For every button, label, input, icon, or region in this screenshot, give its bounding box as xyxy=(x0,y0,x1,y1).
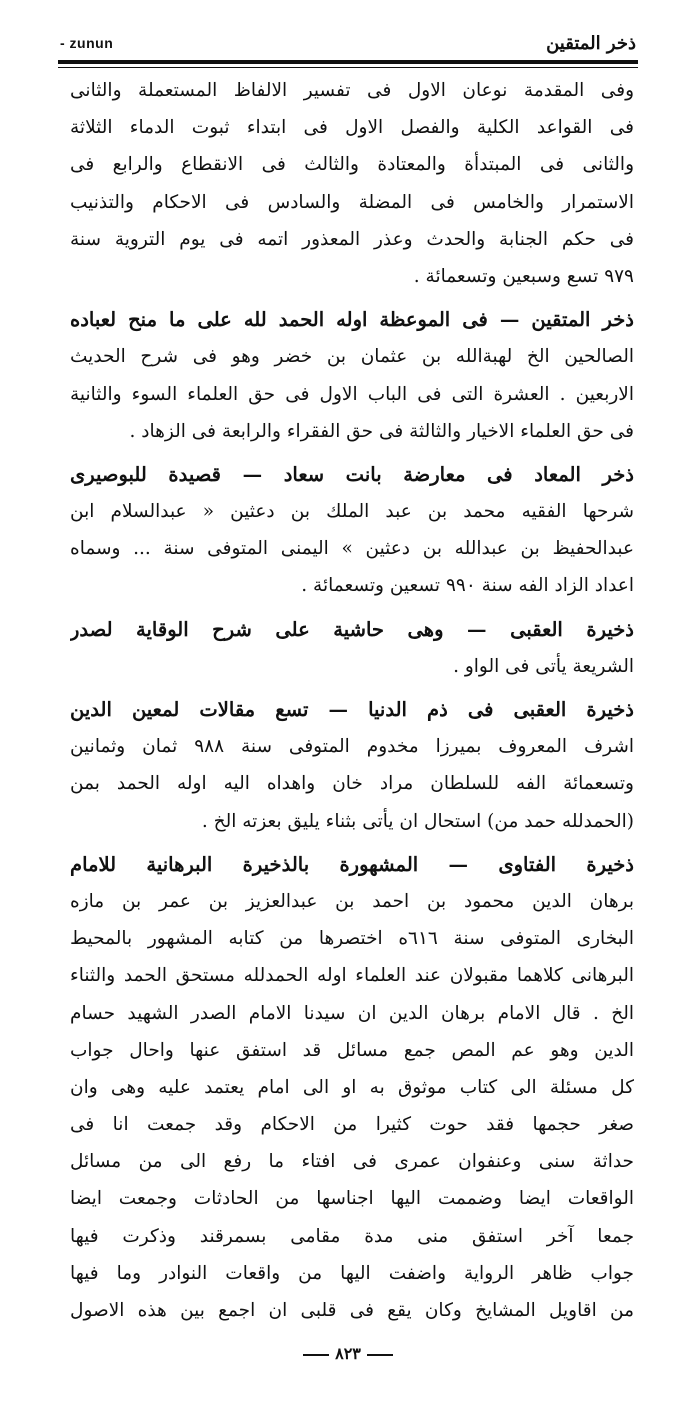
text-line: جواب ظاهر الرواية واضفت اليها من واقعات النوادر وما فيها xyxy=(70,1262,634,1284)
header-left-text: - zunun xyxy=(60,35,114,51)
text-line: اعداد الزاد الفه سنة ٩٩٠ تسعين وتسعمائة . xyxy=(301,575,634,597)
text-line: فى حكم الجنابة والحدث وعذر المعذور اتمه فى يوم التروية سنة xyxy=(70,228,634,250)
running-header xyxy=(60,30,636,56)
text-line: الشريعة يأتى فى الواو . xyxy=(453,655,634,677)
entry-heading-line: ذخر المعاد فى معارضة بانت سعاد — قصيدة للبوصيرى xyxy=(70,462,634,486)
page-number: ٨٢٣ xyxy=(335,1344,361,1363)
header-rule-thick xyxy=(58,60,638,64)
text-line: كل مسئلة الى كتاب موثوق به او الى امام يعتمد عليه وهى وان xyxy=(70,1076,634,1098)
text-line: (الحمدلله حمد من) استحال ان يأتى بثناء يليق بعزته الخ . xyxy=(201,810,634,832)
text-line: من اقاويل المشايخ وكان يقع فى قلبى ان اجمع بين هذه الاصول xyxy=(70,1300,634,1321)
text-line: فى حق العلماء الاخيار والثالثة فى حق الفقراء والرابعة فى الزهاد . xyxy=(129,420,634,442)
text-line: وتسعمائة الفه للسلطان مراد خان واهداه اليه اوله الحمد بمن xyxy=(70,773,634,795)
text-line: الدين وهو عم المص جمع مسائل قد استفق عنها واحال جواب xyxy=(70,1039,634,1061)
text-line: حداثة سنى وعنفوان عمرى فى افتاء ما رفع الى من مسائل xyxy=(70,1151,634,1173)
text-line: والثانى فى المبتدأة والمعتادة والثالث فى الانقطاع والرابع فى xyxy=(70,154,634,176)
footer-dash-left xyxy=(303,1354,329,1356)
text-line: البخارى المتوفى سنة ٦١٦ه اختصرها من كتابه المشهور بالمحيط xyxy=(70,928,634,950)
text-line: البرهانى كلاهما مقبولان عند العلماء اوله الحمدلله مستحق الحمد والثناء xyxy=(70,965,634,987)
header-rule-thin xyxy=(58,67,638,68)
entry-heading-line: ذخيرة الفتاوى — المشهورة بالذخيرة البرهانية للامام xyxy=(70,852,634,876)
page-text-body xyxy=(70,72,634,1329)
text-line: الاربعين . العشرة التى فى الباب الاول فى حق العلماء السوء والثانية xyxy=(70,383,634,405)
text-line: وفى المقدمة نوعان الاول فى تفسير الالفاظ المستعملة والثانى xyxy=(70,80,634,101)
text-line: الصالحين الخ لهبةالله بن عثمان بن خضر وهو فى شرح الحديث xyxy=(70,346,634,368)
entry-heading-line: ذخيرة العقبى — وهى حاشية على شرح الوقاية لصدر xyxy=(70,617,634,641)
text-line: فى القواعد الكلية والفصل الاول فى ابتداء ثبوت الدماء الثلاثة xyxy=(70,117,634,139)
text-line: شرحها الفقيه محمد بن عبد الملك بن دعثين « عبدالسلام ابن xyxy=(70,501,634,523)
text-line: برهان الدين محمود بن احمد بن عبدالعزيز بن عمر بن مازه xyxy=(70,890,634,912)
text-line: اشرف المعروف بميرزا مخدوم المتوفى سنة ٩٨٨ ثمان وثمانين xyxy=(70,736,634,758)
text-line: الاستمرار والخامس فى المضلة والسادس فى الاحكام والتذنيب xyxy=(70,191,634,213)
text-line: صغر حجمها فقد حوت كثيرا من الاحكام وقد جمعت انا فى xyxy=(70,1114,634,1136)
entry-heading-line: ذخر المتقين — فى الموعظة اوله الحمد لله على ما منح لعباده xyxy=(70,308,634,332)
entry-heading-line: ذخيرة العقبى فى ذم الدنيا — تسع مقالات لمعين الدين xyxy=(70,698,634,721)
footer-dash-right xyxy=(367,1354,393,1356)
text-line: عبدالحفيظ بن عبدالله بن دعثين » اليمنى المتوفى سنة ... وسماه xyxy=(70,538,634,560)
header-title: ذخر المتقين xyxy=(546,32,636,54)
text-line: جمعا آخر استفق منى مدة مقامى بسمرقند وذكرت فيها xyxy=(70,1225,634,1247)
text-line: الواقعات ايضا وضممت اليها اجناسها من الحادثات وجمعت ايضا xyxy=(70,1188,634,1210)
text-line: ٩٧٩ تسع وسبعين وتسعمائة . xyxy=(413,265,634,287)
page-footer xyxy=(0,1344,696,1363)
text-line: الخ . قال الامام برهان الدين ان سيدنا الامام الصدر الشهيد حسام xyxy=(70,1002,634,1024)
